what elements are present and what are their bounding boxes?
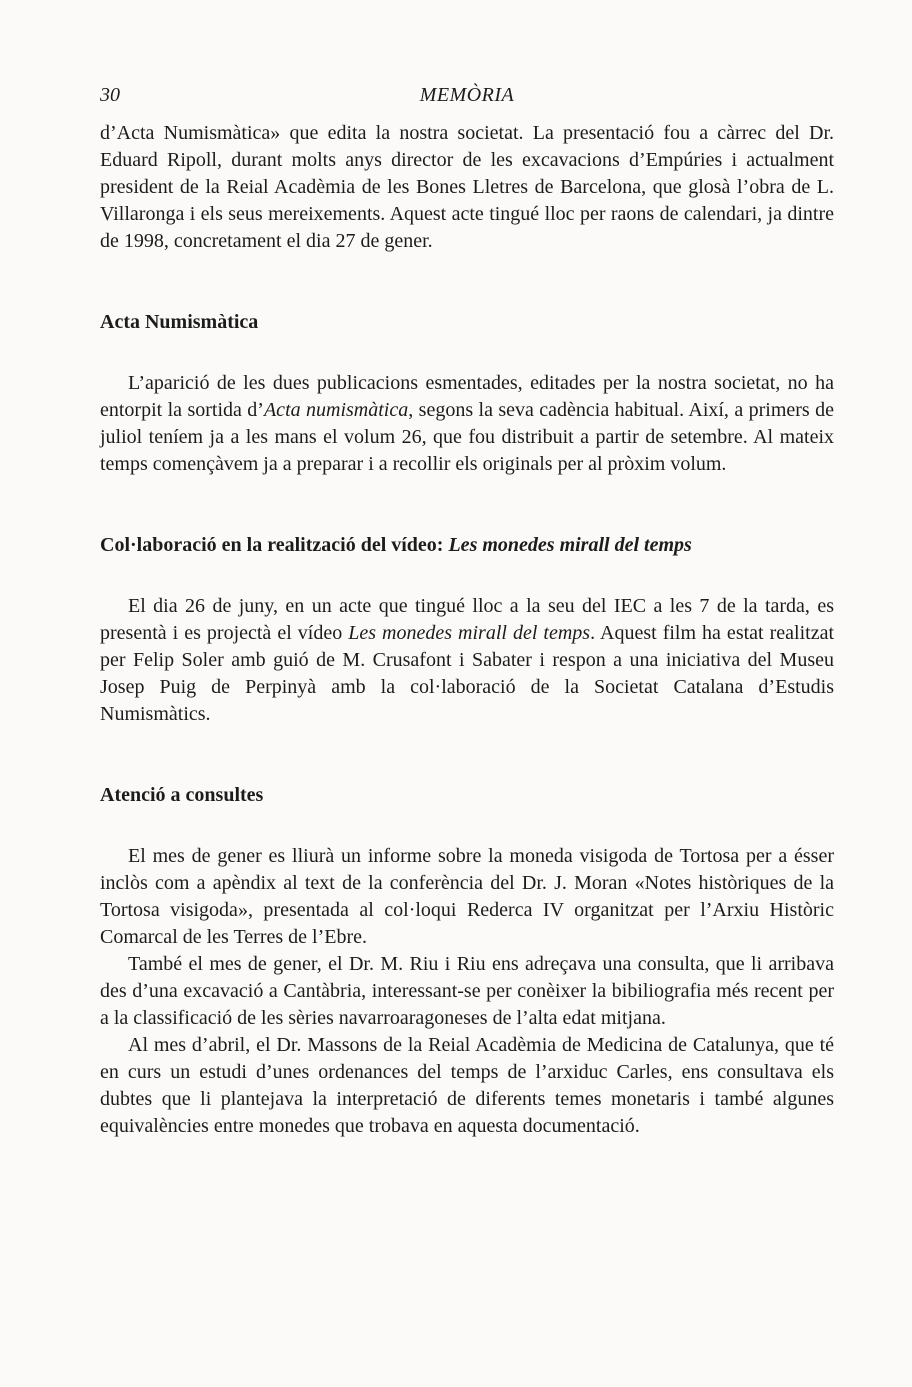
- running-header: [100, 80, 834, 120]
- section-heading: Acta Numismàtica: [100, 311, 259, 333]
- section-paragraph: També el mes de gener, el Dr. M. Riu i Riu ens adreçava una consulta, que li arribava des d’una excavació a Cantàbria, interessant-se per conèixer la bibiliografia més recent per a la classificació de les sèries navarroaragoneses de l’alta edat mitjana.: [100, 953, 834, 1029]
- section-atencio-consultes: [100, 782, 834, 1140]
- section-paragraph: L’aparició de les dues publicacions esmentades, editades per la nostra societat, no ha entorpit la sortida d’Acta numismàtica, segons la seva cadència habitual. Així, a primers de juliol teníem ja a les mans el volum 26, que fou distribuit a partir de setembre. Al mateix temps començàvem ja a preparar i a recollir els originals per al pròxim volum.: [100, 372, 834, 475]
- video-title-inline: Les monedes mirall del temps: [348, 622, 591, 644]
- running-title: MEMÒRIA: [419, 84, 515, 106]
- publication-title: Acta numismàtica: [263, 399, 409, 421]
- section-heading: Col·laboració en la realització del vídeo: Les monedes mirall del temps: [100, 534, 692, 556]
- section-paragraph: El dia 26 de juny, en un acte que tingué lloc a la seu del IEC a les 7 de la tarda, es presentà i es projectà el vídeo Les monedes mirall del temps. Aquest film ha estat realitzat per Felip Soler amb guió de M. Crusafont i Sabater i respon a una iniciativa del Museu Josep Puig de Perpinyà amb la col·laboració de la Societat Catalana d’Estudis Numismàtics.: [100, 595, 835, 725]
- video-title: Les monedes mirall del temps: [448, 534, 692, 556]
- section-collaboracio-video: [100, 532, 834, 728]
- section-acta-numismatica: [100, 309, 834, 478]
- page-number: 30: [100, 84, 120, 106]
- section-paragraph: Al mes d’abril, el Dr. Massons de la Reial Acadèmia de Medicina de Catalunya, que té en curs un estudi d’unes ordenances del temps de l’arxiduc Carles, ens consultava els dubtes que li plantejava la interpretació de diferents temes monetaris i també algunes equivalències entre monedes que trobava en aquesta documentació.: [100, 1034, 834, 1137]
- page: [100, 80, 834, 1140]
- section-paragraph: El mes de gener es lliurà un informe sobre la moneda visigoda de Tortosa per a ésser inclòs com a apèndix al text de la conferència del Dr. J. Moran «Notes històriques de la Tortosa visigoda», presentada al col·loqui Rederca IV organitzat per l’Arxiu Històric Comarcal de les Terres de l’Ebre.: [100, 845, 834, 948]
- section-heading: Atenció a consultes: [100, 784, 264, 806]
- intro-paragraph: d’Acta Numismàtica» que edita la nostra societat. La presentació fou a càrrec del Dr. Eduard Ripoll, durant molts anys director de les excavacions d’Empúries i actualment president de la Reial Acadèmia de les Bones Lletres de Barcelona, que glosà l’obra de L. Villaronga i els seus mereixements. Aquest acte tingué lloc per raons de calendari, ja dintre de 1998, concretament el dia 27 de gener.: [100, 122, 834, 252]
